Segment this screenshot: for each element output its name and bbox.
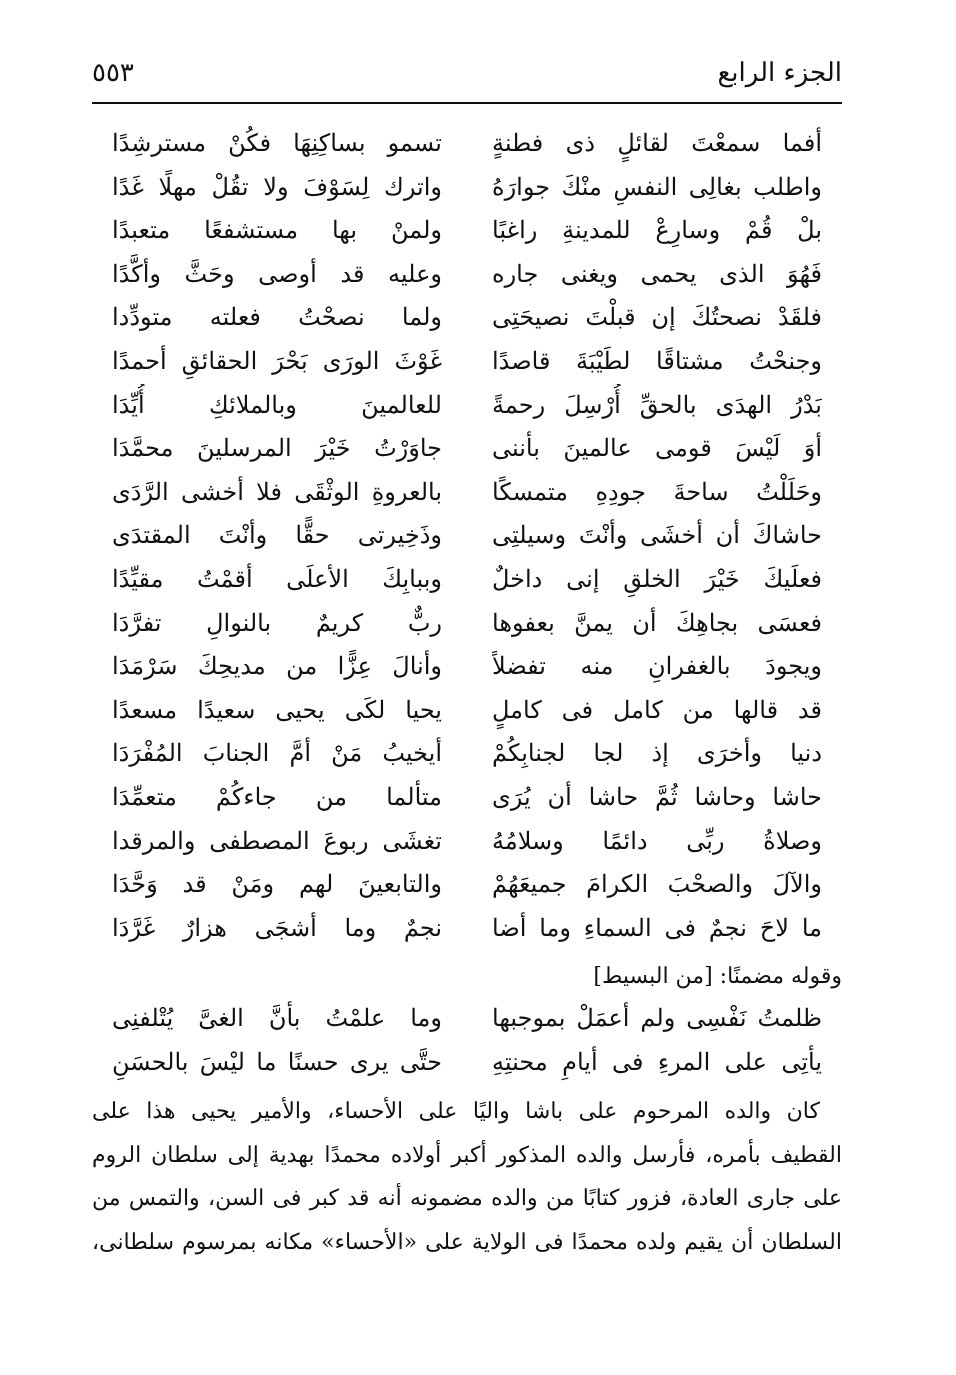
verse-first-hemistich: وحَلَلْتُ ساحةَ جودِهِ متمسكًا: [492, 477, 822, 506]
verse-second-hemistich: ولما نصحْتُ فعلته متودِّدا: [112, 303, 442, 332]
header-divider: [92, 102, 842, 104]
verse-second-hemistich: ولمنْ بها مستشفعًا متعبدًا: [112, 216, 442, 245]
running-title: الجزء الرابع: [717, 58, 842, 88]
prose-line: السلطان أن يقيم ولده محمدًا فى الولاية على «الأحساء» مكانه بمرسوم سلطانى،: [92, 1229, 842, 1255]
verse-first-hemistich: واطلب بغالِى النفسِ منْكَ جوارَهُ: [492, 172, 822, 201]
running-header: [92, 58, 842, 102]
verse-line: [92, 209, 842, 253]
verse-first-hemistich: حاشاكَ أن أخشَى وأنْتَ وسيلتِى: [492, 521, 822, 550]
verse-first-hemistich: وصلاةُ ربِّى دائمًا وسلامُهُ: [492, 826, 822, 855]
verse-first-hemistich: وجنحْتُ مشتاقًا لطَيْبَةَ قاصدًا: [492, 346, 822, 375]
verse-second-hemistich: أيخيبُ مَنْ أمَّ الجنابَ المُفْرَدَا: [112, 739, 442, 768]
verse-line: [92, 122, 842, 166]
verse-line: [92, 296, 842, 340]
verse-second-hemistich: حتَّى يرى حسنًا ما ليْسَ بالحسَنِ: [112, 1047, 442, 1076]
verse-second-hemistich: جاوَرْتُ خَيْرَ المرسلينَ محمَّدَا: [112, 434, 442, 463]
verse-first-hemistich: حاشا وحاشا ثُمَّ حاشا أن يُرَى: [492, 782, 822, 811]
verse-second-hemistich: بالعروةِ الوثْقَى فلا أخشى الرَّدَى: [112, 477, 442, 506]
verse-line: [92, 997, 842, 1041]
verse-second-hemistich: وما علمْتُ بأنَّ الغىَّ يُتْلفنِى: [112, 1004, 442, 1032]
verse-second-hemistich: للعالمينَ وبالملائكِ أُيِّدَا: [112, 390, 442, 419]
verse-line: [92, 384, 842, 428]
verse-second-hemistich: نجمٌ وما أشجَى هزارٌ غَرَّدَا: [112, 913, 442, 942]
verse-first-hemistich: ظلمتُ نَفْسِى ولم أعمَلْ بموجبها: [492, 1004, 822, 1032]
verse-second-hemistich: واترك لِسَوْفَ ولا تقُلْ مهلًا غَدًا: [112, 172, 442, 201]
verse-first-hemistich: ويجودَ بالغفرانِ منه تفضلاً: [492, 652, 822, 681]
verse-line: [92, 514, 842, 558]
verse-first-hemistich: فلقَدْ نصحتُكَ إن قبلْتَ نصيحَتِى: [492, 303, 822, 332]
verse-first-hemistich: بلْ قُمْ وسارِعْ للمدينةِ راغبًا: [492, 216, 822, 245]
verse-line: [92, 427, 842, 471]
poem-block: [92, 122, 842, 950]
verse-line: [92, 907, 842, 951]
verse-line: [92, 1041, 842, 1085]
verse-first-hemistich: فَهُوَ الذى يحمى ويغنى جاره: [492, 259, 822, 288]
verse-line: [92, 602, 842, 646]
verse-first-hemistich: دنيا وأخرَى إذ لجا لجنابِكُمْ: [492, 739, 822, 768]
verse-line: [92, 732, 842, 776]
verse-line: [92, 689, 842, 733]
verse-first-hemistich: أفما سمعْتَ لقائلٍ ذى فطنةٍ: [492, 129, 822, 157]
page-number: ٥٥٣: [92, 58, 134, 88]
verse-first-hemistich: والآلَ والصحْبَ الكرامَ جميعَهُمْ: [492, 870, 822, 899]
verse-second-hemistich: وببابِكَ الأعلَى أقمْتُ مقيِّدًا: [112, 564, 442, 593]
second-poem-block: [92, 997, 842, 1084]
verse-line: [92, 340, 842, 384]
prose-line: كان والده المرحوم على باشا واليًا على الأحساء، والأمير يحيى هذا على: [92, 1099, 820, 1124]
verse-first-hemistich: يأتِى على المرءِ فى أيامِ محنتِهِ: [492, 1047, 822, 1076]
verse-second-hemistich: متألما من جاءكُمْ متعمِّدَا: [112, 782, 442, 811]
verse-line: [92, 776, 842, 820]
verse-second-hemistich: تسمو بساكِنِهَا فكُنْ مسترشِدًا: [112, 129, 442, 157]
verse-line: [92, 253, 842, 297]
verse-first-hemistich: قد قالها من كامل فى كاملٍ: [492, 695, 822, 724]
verse-line: [92, 558, 842, 602]
verse-first-hemistich: أوَ لَيْسَ قومى عالمينَ بأننى: [492, 434, 822, 463]
verse-second-hemistich: والتابعينَ لهم ومَنْ قد وَحَّدَا: [112, 870, 442, 899]
prose-line: على جارى العادة، فزور كتابًا من والده مضمونه أنه قد كبر فى السن، والتمس من: [92, 1186, 842, 1211]
verse-second-hemistich: وعليه قد أوصى وحَثَّ وأكَّدًا: [112, 259, 442, 288]
verse-line: [92, 471, 842, 515]
verse-line: [92, 645, 842, 689]
verse-second-hemistich: تغشَى ربوعَ المصطفى والمرقدا: [112, 826, 442, 855]
prose-paragraph: [92, 1090, 842, 1264]
prose-line: القطيف بأمره، فأرسل والده المذكور أكبر أولاده محمدًا بهدية إلى سلطان الروم: [92, 1142, 842, 1168]
verse-line: [92, 863, 842, 907]
verse-second-hemistich: غَوْثَ الورَى بَحْرَ الحقائقِ أحمدًا: [112, 346, 442, 375]
verse-first-hemistich: فعسَى بجاهِكَ أن يمنَّ بعفوها: [492, 608, 822, 637]
verse-first-hemistich: ما لاحَ نجمٌ فى السماءِ وما أضا: [492, 913, 822, 942]
verse-first-hemistich: بَدْرُ الهدَى بالحقِّ أُرْسِلَ رحمةً: [492, 390, 822, 419]
verse-line: [92, 820, 842, 864]
verse-line: [92, 166, 842, 210]
poem-introduction: وقوله مضمنًا: [من البسيط]: [593, 964, 842, 989]
verse-first-hemistich: فعلَيكَ خَيْرَ الخلقِ إنى داخلٌ: [492, 564, 822, 593]
verse-second-hemistich: وأنالَ عِزًّا من مديحِكَ سَرْمَدَا: [112, 652, 442, 681]
verse-second-hemistich: يحيا لكَى يحيى سعيدًا مسعدًا: [112, 695, 442, 724]
verse-second-hemistich: وذَخِيرتى حقًّا وأنْتَ المقتدَى: [112, 521, 442, 550]
verse-second-hemistich: ربٌّ كريمٌ بالنوالِ تفرَّدَا: [112, 608, 442, 637]
